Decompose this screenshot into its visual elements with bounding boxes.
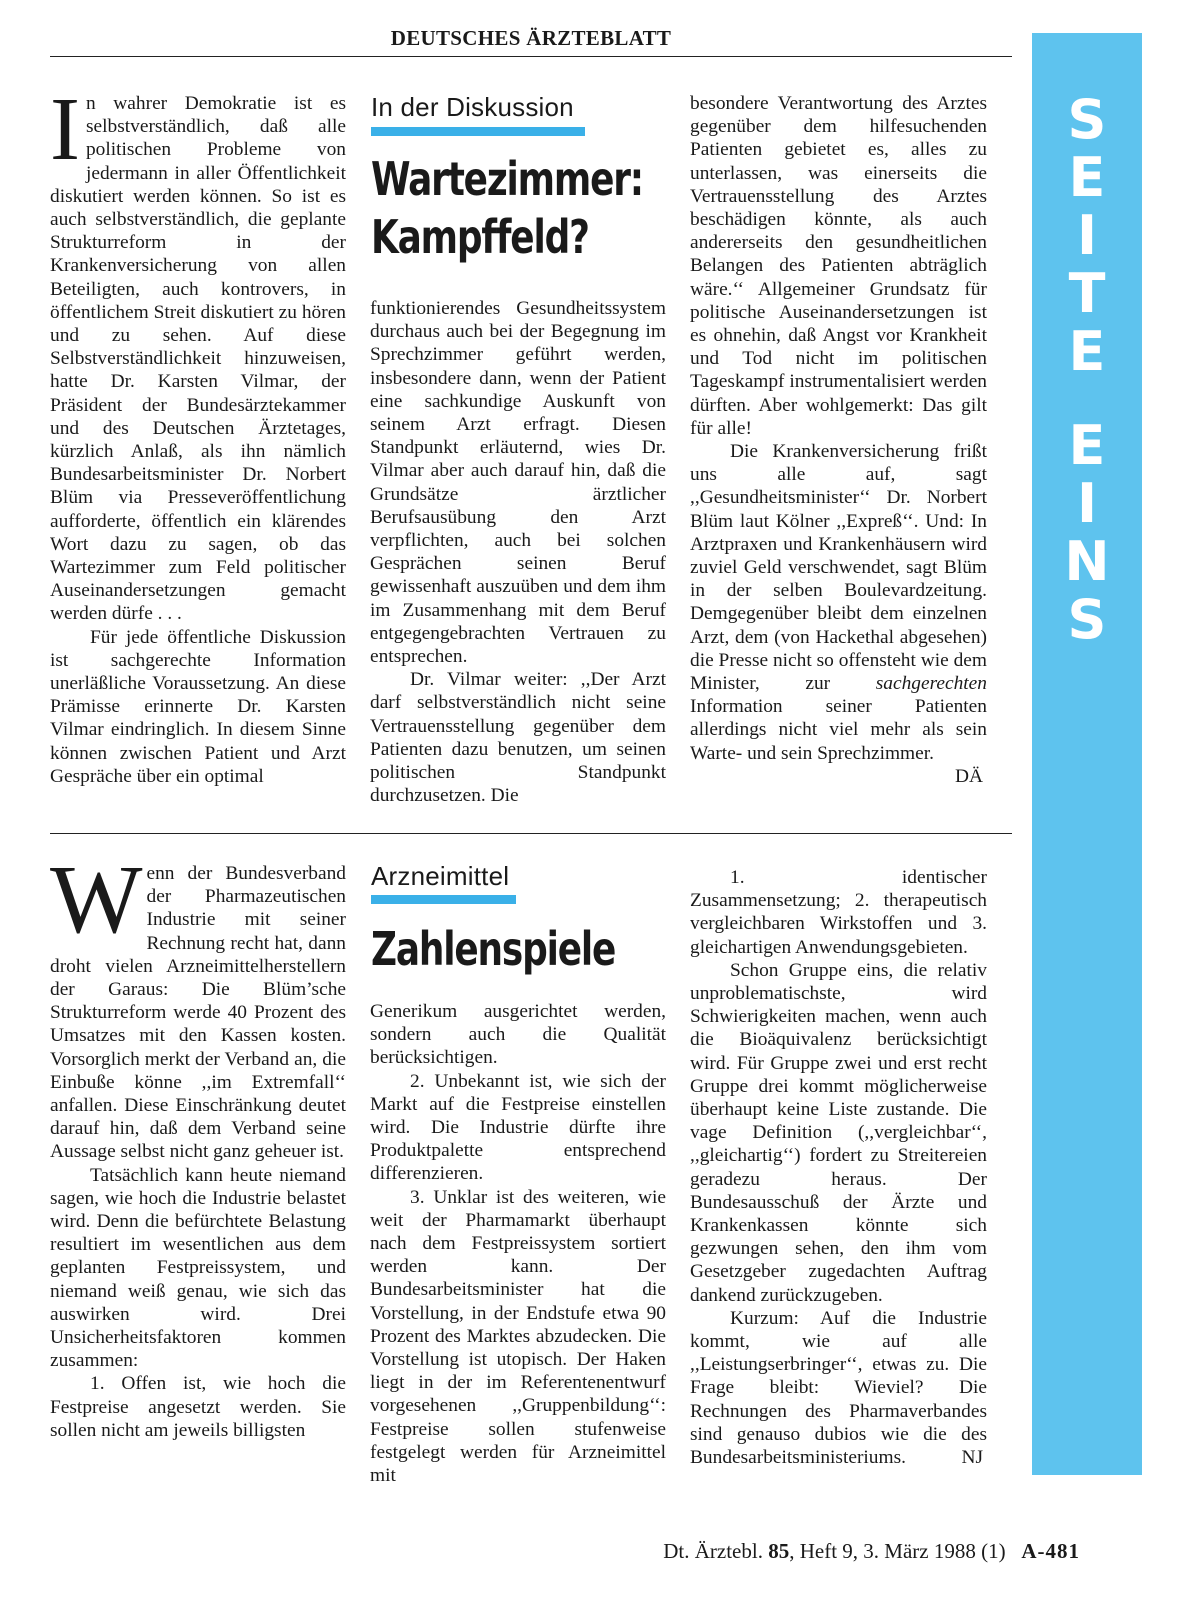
- dropcap: I: [50, 80, 80, 179]
- article2-paragraph: [690, 1307, 987, 1469]
- footer-journal: Dt. Ärztebl.: [663, 1539, 763, 1563]
- article1-headline: [371, 150, 643, 266]
- article2-text: Kurzum: Auf die Industrie kommt, wie auf alle ,,Leistungserbringer‘‘, etwas zu. Die Frage bleibt: Wieviel? Die Rechnungen des Pharmaverbandes sind genauso dubios wie die des Bundesarbeitsministeriums.: [690, 1307, 987, 1469]
- sidebar-letter: E: [1068, 414, 1106, 477]
- article-divider: [50, 833, 1012, 834]
- article1-emphasis: sachgerechten: [875, 673, 987, 695]
- article1-paragraph: besondere Verantwortung des Arztes gegenüber dem hilfesuchenden Patienten gebietet es, alles zu unterlassen, was einerseits die Vertrauensstellung des Arztes beschädigen könnte, als auch andererseits den gesundheitlichen Belangen des Patienten abträglich wäre.‘‘ Allgemeiner Grundsatz für politische Auseinandersetzungen ist es ohnehin, daß Angst vor Krankheit und Tod nicht im politischen Tageskampf instrumentalisiert werden dürften. Aber wohlgemerkt: Das gilt für alle!: [690, 93, 987, 439]
- article2-column-1: [50, 846, 346, 1442]
- article2-paragraph: 1. identischer Zusammensetzung; 2. therapeutisch vergleichbaren Wirkstoffen und 3. gleichartigen Anwendungsgebieten.: [690, 867, 987, 958]
- dropcap: W: [50, 846, 143, 954]
- masthead-rule: [50, 56, 1012, 57]
- article2-paragraph: Tatsächlich kann heute niemand sagen, wie hoch die Industrie belastet wird. Denn die befürchtete Belastung resultiert im wesentlichen aus dem geplanten Festpreissystem, und niemand weiß genau, wie sich das auswirken wird. Drei Unsicherheitsfaktoren kommen zusammen:: [50, 1164, 346, 1372]
- article2-paragraph: 1. Offen ist, wie hoch die Festpreise angesetzt werden. Sie sollen nicht am jeweils billigsten: [50, 1373, 346, 1441]
- article1-paragraph: Dr. Vilmar weiter: ,,Der Arzt darf selbstverständlich nicht seine Vertrauensstellung gegenüber dem Patienten dazu benutzen, um seinen politischen Standpunkt durchzusetzen. Die: [370, 669, 666, 807]
- article1-column-1: [50, 80, 346, 788]
- sidebar-letter: E: [1068, 320, 1106, 383]
- sidebar-letter: I: [1076, 472, 1098, 535]
- article2-kicker-bar: [371, 895, 516, 904]
- sidebar-letter: T: [1068, 262, 1106, 325]
- sidebar-label: [1032, 88, 1142, 651]
- article1-paragraph: [690, 440, 987, 787]
- article1-kicker: In der Diskussion: [371, 92, 574, 122]
- sidebar-letter: E: [1068, 146, 1106, 209]
- article2-kicker: Arzneimittel: [371, 861, 510, 891]
- article2-paragraph: 3. Unklar ist des weiteren, wie weit der Pharmamarkt überhaupt nach dem Festpreissystem sortiert werden kann. Der Bundesarbeitsminister hat die Vorstellung, in der Endstufe etwa 90 Prozent des Marktes abzudecken. Die Vorstellung ist utopisch. Der Haken liegt in der im Referentenentwurf vorgesehenen ,,Gruppenbildung‘‘: Festpreise sollen stufenweise festgelegt werden für Arzneimittel mit: [370, 1186, 666, 1487]
- article2-paragraph: enn der Bundesverband der Pharmazeutischen Industrie mit seiner Rechnung recht hat, dann droht vielen Arzneimittelherstellern der Garaus: Die Blüm’sche Strukturreform werde 40 Prozent des Umsatzes mit den Kassen kosten. Vorsorglich merkt der Verband an, die Einbuße könne ,,im Extremfall‘‘ anfallen. Diese Einschränkung deutet darauf hin, daß dem Verband seine Aussage selbst nicht ganz geheuer ist.: [50, 863, 346, 1163]
- sidebar-letter: I: [1076, 204, 1098, 267]
- article1-headline-line-1: Wartezimmer:: [371, 152, 643, 206]
- article2-signature: NJ: [961, 1447, 983, 1469]
- article2-paragraph: 2. Unbekannt ist, wie sich der Markt auf die Festpreise einstellen wird. Die Industrie dürfte ihre Produktpalette entsprechend differenzieren.: [370, 1070, 666, 1185]
- sidebar-letter: S: [1067, 588, 1107, 651]
- sidebar-letter: N: [1064, 530, 1110, 593]
- article1-column-3: [690, 92, 987, 788]
- article1-signature: DÄ: [954, 765, 983, 787]
- article1-text: Die Krankenversicherung frißt uns alle auf, sagt ,,Gesundheitsminister‘‘ Dr. Norbert Blüm laut Kölner ,,Expreß‘‘. Und: In Arztpraxen und Krankenhäusern wird zuviel Geld verschwendet, sagt Blüm in der selben Boulevardzeitung. Demgegenüber bleibt dem einzelnen Arzt, dem (von Hackethal abgesehen) die Presse nicht so offensteht wie dem Minister, zur: [690, 441, 987, 695]
- article1-text: Information seiner Patienten allerdings nicht viel mehr als sein Warte- und sein Sprechzimmer.: [690, 696, 987, 764]
- article1-headline-line-2: Kampffeld?: [371, 210, 589, 264]
- sidebar-letter: S: [1067, 88, 1107, 151]
- article2-column-3: [690, 866, 987, 1469]
- footer-issue: , Heft 9, 3. März 1988 (1): [789, 1539, 1006, 1563]
- section-sidebar: [1032, 33, 1142, 1475]
- masthead: DEUTSCHES ÄRZTEBLATT: [390, 26, 672, 50]
- article2-headline: Zahlenspiele: [371, 922, 616, 976]
- article2-paragraph: Generikum ausgerichtet werden, sondern auch die Qualität berücksichtigen.: [370, 1001, 666, 1069]
- article1-column-2: [370, 297, 666, 807]
- article1-paragraph: n wahrer Demokratie ist es selbstverständlich, daß alle politischen Probleme von jedermann in aller Öffentlichkeit diskutiert werden können. So ist es auch selbstverständlich, die geplante Strukturreform in der Krankenversicherung von allen Beteiligten, auch kontrovers, in öffentlichem Streit diskutiert zu hören und zu sehen. Auf diese Selbstverständlichkeit hinzuweisen, hatte Dr. Karsten Vilmar, der Präsident der Bundesärztekammer und des Deutschen Ärztetages, kürzlich Anlaß, als ihn nämlich Bundesarbeitsminister Dr. Norbert Blüm via Presseveröffentlichung aufforderte, öffentlich ein klärendes Wort dazu zu sagen, ob das Wartezimmer zum Feld politischer Auseinandersetzungen gemacht werden dürfe . . .: [50, 93, 346, 625]
- article2-column-2: [370, 1000, 666, 1487]
- article2-paragraph: Schon Gruppe eins, die relativ unproblematischste, wird Schwierigkeiten machen, wenn auch die Bioäquivalenz berücksichtigt wird. Für Gruppe zwei und erst recht Gruppe drei kommt möglicherweise überhaupt keine Liste zustande. Die vage Definition (,,vergleichbar‘‘, ,,gleichartig‘‘) fordert zu Streitereien geradezu heraus. Der Bundesausschuß der Ärzte und Krankenkassen könnte sich gezwungen sehen, den ihm vom Gesetzgeber zugedachten Auftrag dankend zurückzugeben.: [690, 959, 987, 1306]
- article1-paragraph: funktionierendes Gesundheitssystem durchaus auch bei der Begegnung im Sprechzimmer geführt werden, insbesondere dann, wenn der Patient eine sachkundige Auskunft von seinem Arzt erfragt. Diesen Standpunkt erläuternd, wies Dr. Vilmar aber auch darauf hin, daß die Grundsätze ärztlicher Berufsausübung den Arzt verpflichten, auch bei solchen Gesprächen seinen Beruf gewissenhaft auszuüben und dem ihm im Zusammenhang mit dem Beruf entgegengebrachten Vertrauen zu entsprechen.: [370, 298, 666, 668]
- page-footer: [640, 1539, 1080, 1564]
- footer-volume: 85: [768, 1539, 790, 1563]
- footer-page-number: A-481: [1021, 1539, 1080, 1563]
- article1-paragraph: Für jede öffentliche Diskussion ist sachgerechte Information unerläßliche Voraussetzung. An diese Prämisse erinnerte Dr. Karsten Vilmar eindringlich. In diesem Sinne können zwischen Patient und Arzt Gespräche über ein optimal: [50, 626, 346, 787]
- article1-kicker-bar: [371, 127, 585, 136]
